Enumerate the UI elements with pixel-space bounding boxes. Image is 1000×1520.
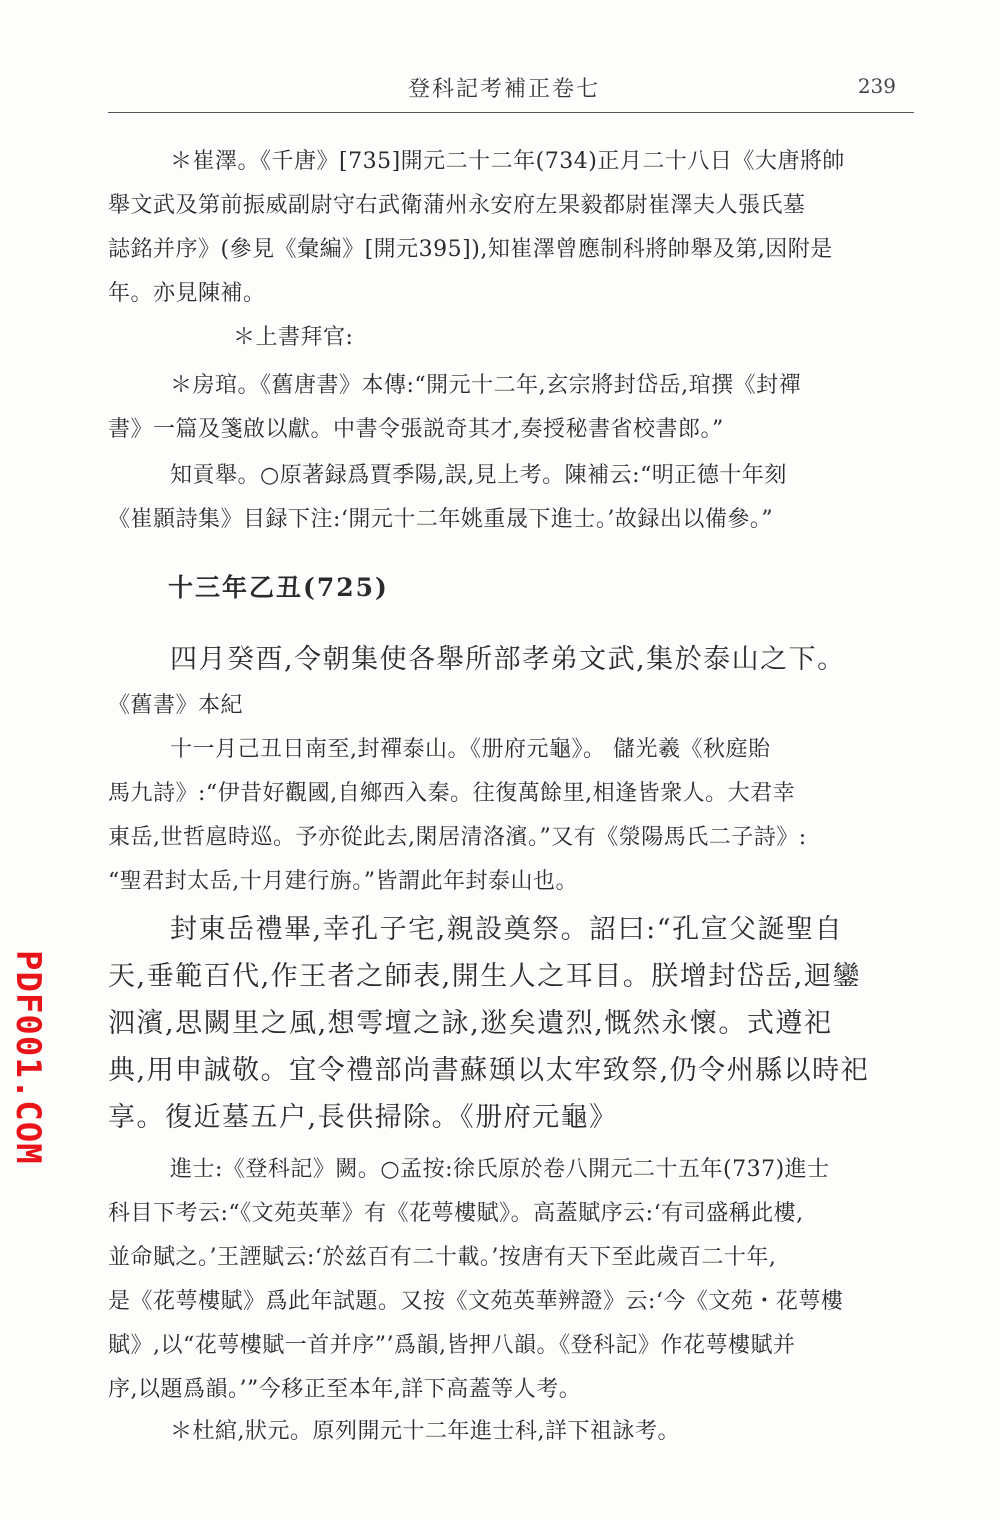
page-header: [108, 70, 914, 104]
paragraph-zhigongju: [108, 454, 914, 542]
running-title: 登科記考補正卷七: [408, 77, 601, 102]
text-line: 賦》,以“花萼樓賦一首并序”’爲韻,皆押八韻。《登科記》作花萼樓賦并: [108, 1333, 796, 1358]
paragraph-cui-ze: [108, 140, 914, 316]
subheading-text: ＊上書拜官:: [233, 325, 354, 350]
text-line: 序,以題爲韻。’”今移正至本年,詳下高蓋等人考。: [108, 1377, 582, 1402]
text-line: ＊崔澤。《千唐》[735]開元二十二年(734)正月二十八日《大唐將帥: [170, 149, 845, 174]
text-line: 書》一篇及箋啟以獻。中書令張説奇其才,奏授秘書省校書郎。”: [108, 417, 724, 442]
text-line: 年。亦見陳補。: [108, 281, 266, 306]
text-line: 天,垂範百代,作王者之師表,開生人之耳目。朕增封岱岳,迴鑾: [108, 961, 861, 992]
text-line: 泗濱,思闕里之風,想雩壇之詠,逖矣遺烈,慨然永懷。式遵祀: [108, 1008, 833, 1039]
text-line: 享。復近墓五户,長供掃除。《册府元龜》: [108, 1102, 618, 1133]
subheading-shangshu: [108, 316, 914, 360]
paragraph-fengdongyue: [108, 906, 914, 1141]
text-line: 四月癸酉,令朝集使各舉所部孝弟文武,集於泰山之下。: [170, 644, 846, 675]
text-line: 知貢舉。○原著録爲賈季陽,誤,見上考。陳補云:“明正德十年刻: [170, 463, 787, 488]
text-line: 馬九詩》:“伊昔好觀國,自鄉西入秦。往復萬餘里,相逢皆衆人。大君幸: [108, 781, 796, 806]
text-line: 誌銘并序》(參見《彙編》[開元395]),知崔澤曾應制科將帥舉及第,因附是: [108, 237, 833, 262]
text-line: 舉文武及第前振威副尉守右武衛蒲州永安府左果毅都尉崔澤夫人張氏墓: [108, 193, 806, 218]
header-rule: [108, 112, 914, 113]
paragraph-siyue: [108, 636, 914, 728]
paragraph-du-guan: [108, 1410, 914, 1454]
text-line: 《崔顥詩集》目録下注:‘開元十二年姚重晟下進士。’故録出以備參。”: [108, 507, 774, 532]
text-line: ＊杜綰,狀元。原列開元十二年進士科,詳下祖詠考。: [170, 1419, 680, 1444]
text-line: 典,用申誠敬。宜令禮部尚書蘇頲以太牢致祭,仍令州縣以時祀: [108, 1055, 870, 1086]
text-line: “聖君封太岳,十月建行旃。”皆謂此年封泰山也。: [108, 869, 578, 894]
text-line: 封東岳禮畢,幸孔子宅,親設奠祭。詔曰:“孔宣父誕聖自: [170, 914, 844, 945]
section-title: 十三年乙丑(725): [168, 573, 389, 602]
paragraph-fang-guan: [108, 364, 914, 452]
text-line: 進士:《登科記》闕。○孟按:徐氏原於卷八開元二十五年(737)進士: [170, 1157, 830, 1182]
text-line: 是《花萼樓賦》爲此年試題。又按《文苑英華辨證》云:‘今《文苑・花萼樓: [108, 1289, 844, 1314]
text-line: 科目下考云:“《文苑英華》有《花萼樓賦》。高蓋賦序云:‘有司盛稱此樓,: [108, 1201, 804, 1226]
page-number: 239: [857, 74, 896, 98]
text-line-source: 《舊書》本紀: [108, 693, 244, 718]
paragraph-jinshi: [108, 1148, 914, 1412]
text-line: 十一月己丑日南至,封禪泰山。《册府元龜》。 儲光羲《秋庭貽: [170, 737, 771, 762]
watermark: PDF001.COM: [8, 950, 48, 1165]
text-line: ＊房琯。《舊唐書》本傳:“開元十二年,玄宗將封岱岳,琯撰《封禪: [170, 373, 802, 398]
text-line: 東岳,世哲扈時巡。予亦從此去,閑居清洛濱。”又有《滎陽馬氏二子詩》:: [108, 825, 807, 850]
paragraph-shiyiyue: [108, 728, 914, 904]
text-line: 並命賦之。’王諲賦云:‘於兹百有二十載。’按唐有天下至此歲百二十年,: [108, 1245, 777, 1270]
